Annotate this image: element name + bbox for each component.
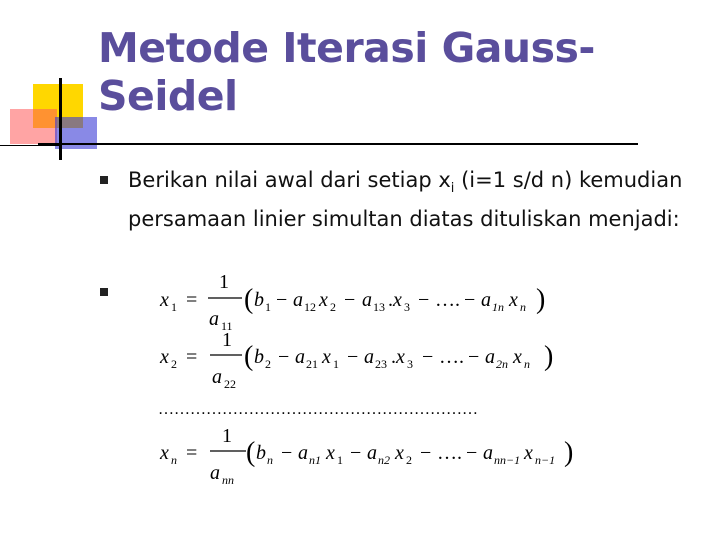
svg-text:3: 3 [407,357,413,371]
svg-text:a: a [481,289,491,311]
bullet-1-text-end: (i=1 s/d n) kemudian persamaan linier simultan diatas dituliskan menjadi: [128,168,683,232]
svg-text:n: n [524,357,530,371]
svg-text:=: = [186,346,198,368]
svg-text:3: 3 [404,300,410,314]
svg-text:n: n [267,453,273,467]
svg-text:a: a [210,462,220,484]
svg-text:x: x [395,442,404,464]
svg-text:b: b [254,289,264,311]
svg-text:2: 2 [406,453,412,467]
svg-text:x: x [393,289,402,311]
svg-text:(: ( [246,437,256,468]
svg-text:(: ( [244,341,254,372]
svg-text:a: a [212,366,222,388]
bullet-1-text [128,165,708,234]
svg-text:n−1: n−1 [535,453,556,467]
decor-vertical-line [59,78,62,160]
bullet-1-subscript: i [450,181,455,197]
svg-text:.: . [391,346,396,368]
svg-text:nn−1: nn−1 [494,453,521,467]
svg-text:n: n [520,300,526,314]
svg-text:−: − [344,289,356,311]
equation-1 [159,271,545,333]
svg-text:−: − [278,346,290,368]
svg-text:x: x [524,442,533,464]
title-underline [38,143,638,145]
equation-dots: …………………………………………………… [158,401,478,418]
svg-text:12: 12 [304,300,316,314]
svg-text:n: n [171,453,177,467]
svg-text:x: x [160,442,169,464]
svg-text:1: 1 [222,329,232,351]
svg-text:=: = [186,289,198,311]
svg-text:11: 11 [221,319,233,333]
svg-text:….: …. [437,442,462,464]
svg-text:−: − [418,289,430,311]
svg-text:−: − [347,346,359,368]
svg-text:−: − [468,346,480,368]
svg-text:a: a [485,346,495,368]
svg-text:): ) [536,284,546,315]
svg-text:x: x [322,346,331,368]
svg-text:2: 2 [265,357,271,371]
svg-text:b: b [254,346,264,368]
svg-text:1: 1 [265,300,271,314]
svg-text:x: x [160,346,169,368]
svg-text:a: a [362,289,372,311]
svg-text:n2: n2 [378,453,390,467]
svg-text:….: …. [439,346,464,368]
svg-text:x: x [509,289,518,311]
svg-text:2: 2 [171,357,177,371]
svg-text:n1: n1 [309,453,321,467]
svg-text:−: − [422,346,434,368]
svg-text:): ) [544,341,554,372]
svg-text:a: a [209,308,219,330]
svg-text:1: 1 [337,453,343,467]
svg-text:a: a [364,346,374,368]
equation-block [150,262,610,492]
svg-text:−: − [420,442,432,464]
svg-text:nn: nn [222,473,234,487]
svg-text:x: x [326,442,335,464]
svg-text:x: x [513,346,522,368]
svg-text:1: 1 [171,300,177,314]
equation-n [159,425,573,487]
bullet-marker-2 [100,288,108,296]
svg-text:−: − [276,289,288,311]
bullet-marker-1 [100,176,108,184]
svg-text:a: a [293,289,303,311]
svg-text:1n: 1n [492,300,504,314]
svg-text:a: a [483,442,493,464]
svg-text:−: − [466,442,478,464]
svg-text:a: a [298,442,308,464]
svg-text:−: − [464,289,476,311]
svg-text:a: a [295,346,305,368]
svg-text:): ) [564,437,574,468]
svg-text:−: − [281,442,293,464]
svg-text:.: . [388,289,393,311]
slide-title: Metode Iterasi Gauss-Seidel [98,24,595,120]
svg-text:2n: 2n [496,357,508,371]
svg-text:−: − [350,442,362,464]
svg-text:x: x [396,346,405,368]
equation-2 [159,329,553,391]
svg-text:21: 21 [306,357,318,371]
decor-red-square [10,109,57,144]
svg-text:22: 22 [224,377,236,391]
svg-text:1: 1 [333,357,339,371]
svg-text:13: 13 [373,300,385,314]
svg-text:=: = [186,442,198,464]
svg-text:(: ( [244,284,254,315]
svg-text:a: a [367,442,377,464]
decor-left-line [0,145,60,146]
svg-text:1: 1 [219,271,229,293]
bullet-1-text-start: Berikan nilai awal dari setiap x [128,168,451,192]
svg-text:2: 2 [330,300,336,314]
svg-text:x: x [319,289,328,311]
svg-text:23: 23 [375,357,387,371]
svg-text:b: b [256,442,266,464]
svg-text:x: x [160,289,169,311]
svg-text:….: …. [435,289,460,311]
svg-text:1: 1 [222,425,232,447]
